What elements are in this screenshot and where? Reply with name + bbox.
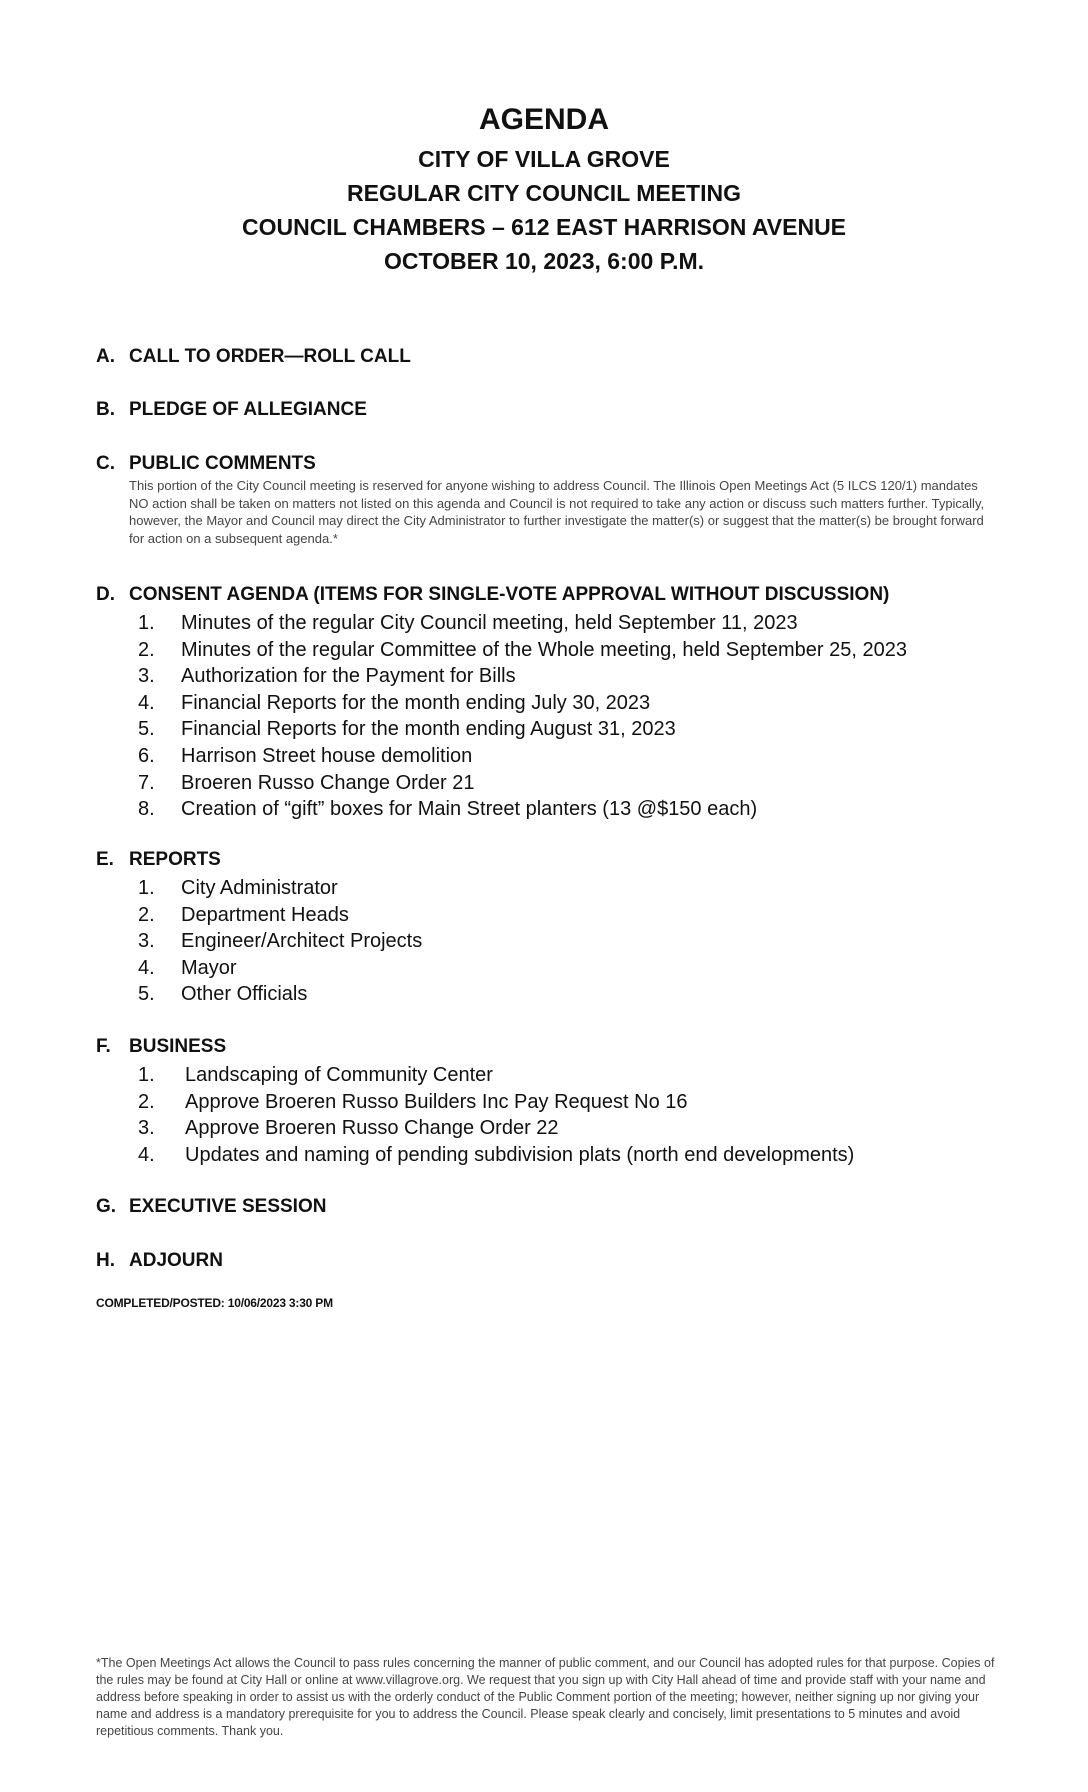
section-letter: B. [96,399,115,420]
list-item [96,1115,996,1142]
list-item [96,902,996,929]
section-executive-session [96,1194,996,1220]
item-text: Authorization for the Payment for Bills [181,665,516,688]
section-title: CALL TO ORDER—ROLL CALL [129,346,411,367]
item-number: 3. [138,930,155,953]
item-number: 1. [138,877,155,899]
list-item [96,743,996,770]
list-item [96,1089,996,1116]
footnote: *The Open Meetings Act allows the Council to pass rules concerning the manner of public comment, and our Council has adopted rules for that purpose. Copies of the rules may be found at City Hall or online at www.villagrove.org. We request that you sign up with City Hall ahead of time and provide staff with your name and address before speaking in order to assist us with the orderly conduct of the Public Comment portion of the meeting; however, neither signing up nor giving your name and address is a mandatory prerequisite for you to address the Council. Please speak clearly and concisely, limit presentations to 5 minutes and avoid repetitious comments. Thank you. [96,1656,995,1738]
list-item [96,716,996,743]
section-title: PLEDGE OF ALLEGIANCE [129,399,367,420]
list-item [96,875,996,902]
list-item [96,796,996,823]
item-text: Broeren Russo Change Order 21 [181,771,475,794]
section-letter: H. [96,1250,115,1271]
section-title: ADJOURN [129,1250,223,1271]
item-text: Financial Reports for the month ending July 30, 2023 [181,691,651,714]
item-number: 7. [138,771,155,794]
item-text: Approve Broeren Russo Builders Inc Pay Request No 16 [185,1090,688,1113]
section-reports [96,847,996,1008]
report-items [96,875,996,1008]
section-letter: C. [96,453,115,474]
list-item [96,637,996,664]
section-title: PUBLIC COMMENTS [129,453,316,474]
section-letter: E. [96,849,114,870]
item-text: Mayor [181,956,237,979]
item-number: 4. [138,1143,155,1166]
list-item [96,1062,996,1089]
section-letter: F. [96,1036,111,1057]
item-number: 2. [138,638,155,661]
list-item [96,955,996,982]
section-title: CONSENT AGENDA (ITEMS FOR SINGLE-VOTE APPROVAL WITHOUT DISCUSSION) [129,584,890,605]
list-item [96,981,996,1008]
item-text: City Administrator [181,877,338,899]
section-letter: G. [96,1196,117,1217]
list-item [96,770,996,797]
section-title: EXECUTIVE SESSION [129,1196,327,1217]
list-item [96,610,996,637]
section-title: REPORTS [129,849,221,870]
item-text: Harrison Street house demolition [181,744,473,767]
section-public-comments [96,451,996,547]
item-number: 4. [138,956,155,979]
list-item [96,663,996,690]
item-number: 2. [138,903,155,926]
list-item [96,1142,996,1169]
consent-items [96,610,996,823]
meeting-datetime: OCTOBER 10, 2023, 6:00 P.M. [383,248,705,274]
item-text: Other Officials [181,983,308,1006]
item-number: 6. [138,744,155,767]
section-title: BUSINESS [129,1036,227,1057]
item-text: Engineer/Architect Projects [181,930,423,953]
item-text: Landscaping of Community Center [185,1064,493,1086]
section-call-to-order [96,344,996,370]
item-number: 8. [138,798,155,821]
list-item [96,690,996,717]
section-adjourn [96,1248,996,1274]
agenda-title: AGENDA [478,103,609,136]
item-number: 3. [138,665,155,688]
meeting-location: COUNCIL CHAMBERS – 612 EAST HARRISON AVENUE [241,214,847,240]
item-number: 2. [138,1090,155,1113]
section-letter: A. [96,346,115,367]
item-text: Financial Reports for the month ending August 31, 2023 [181,718,676,741]
item-number: 4. [138,691,155,714]
business-items [96,1062,996,1168]
section-letter: D. [96,584,115,605]
agenda-header [0,98,1088,278]
item-number: 1. [138,1064,155,1086]
public-comments-description: This portion of the City Council meeting is reserved for anyone wishing to address Council. The Illinois Open Meetings Act (5 ILCS 120/1) mandates NO action shall be taken on matters not listed on this agenda and Council is not required to take any action or discuss such matters further. Typically, however, the Mayor and Council may direct the City Administrator to further investigate the matter(s) or suggest that the matter(s) be brought forward for action on a subsequent agenda.* [129,478,985,546]
item-text: Updates and naming of pending subdivision plats (north end developments) [185,1143,855,1166]
item-number: 5. [138,983,155,1006]
section-pledge [96,397,996,423]
posted-timestamp: COMPLETED/POSTED: 10/06/2023 3:30 PM [96,1296,333,1310]
item-number: 3. [138,1117,155,1140]
item-text: Approve Broeren Russo Change Order 22 [185,1117,559,1140]
item-text: Minutes of the regular City Council meeting, held September 11, 2023 [181,612,798,634]
item-text: Creation of “gift” boxes for Main Street planters (13 @$150 each) [181,798,758,821]
item-text: Department Heads [181,903,349,926]
item-number: 5. [138,718,155,741]
section-consent-agenda [96,582,996,823]
item-text: Minutes of the regular Committee of the Whole meeting, held September 25, 2023 [181,638,907,661]
city-name: CITY OF VILLA GROVE [418,146,670,172]
item-number: 1. [138,612,155,634]
meeting-type: REGULAR CITY COUNCIL MEETING [347,180,741,206]
list-item [96,928,996,955]
section-business [96,1034,996,1168]
